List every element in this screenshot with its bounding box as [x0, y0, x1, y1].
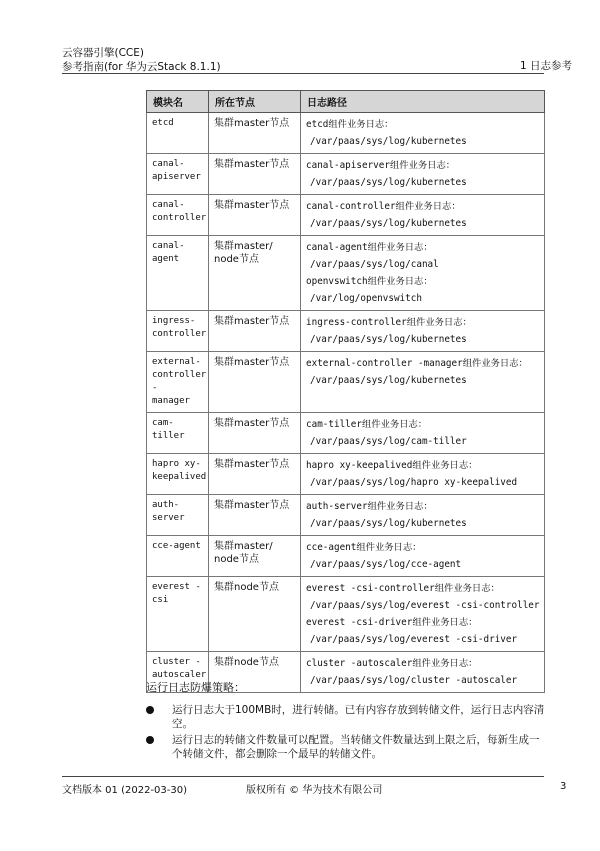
- node-cell: 集群master节点: [209, 352, 301, 413]
- table-row: [147, 536, 545, 577]
- log-path-cell: [301, 652, 545, 693]
- log-path-cell: [301, 577, 545, 652]
- log-path-label: external-controller -manager组件业务日志：: [306, 358, 528, 369]
- table-row: [147, 311, 545, 352]
- footer-page-number: 3: [560, 781, 567, 792]
- log-path-label: canal-apiserver组件业务日志：: [306, 160, 456, 171]
- log-path-label: hapro xy-keepalived组件业务日志：: [306, 460, 478, 471]
- log-path-label: cam-tiller组件业务日志：: [306, 419, 428, 430]
- log-path-label: openvswitch组件业务日志：: [306, 276, 433, 287]
- bullet-dot: [146, 736, 154, 744]
- footer-copyright: 版权所有 © 华为技术有限公司: [246, 785, 383, 796]
- log-path: /var/paas/sys/log/kubernetes: [310, 177, 467, 188]
- log-path-cell: [301, 113, 545, 154]
- module-name-cell: [147, 195, 209, 236]
- log-path-table: [146, 90, 545, 693]
- node-cell: 集群master节点: [209, 413, 301, 454]
- list-item: [146, 703, 546, 731]
- module-name-cell: [147, 154, 209, 195]
- node-cell: 集群master节点: [209, 495, 301, 536]
- header-rule: [62, 73, 544, 74]
- module-name-cell: [147, 352, 209, 413]
- log-path-label: everest -csi-controller组件业务日志：: [306, 583, 500, 594]
- table-row: [147, 236, 545, 311]
- table-row: [147, 413, 545, 454]
- node-cell: 集群node节点: [209, 652, 301, 693]
- node-cell: 集群node节点: [209, 577, 301, 652]
- log-path-cell: [301, 236, 545, 311]
- node-cell: 集群master/ node节点: [209, 536, 301, 577]
- bullet-text: 运行日志大于100MB时，进行转储。已有内容存放到转储文件，运行日志内容清空。: [172, 704, 545, 730]
- table-row: [147, 195, 545, 236]
- log-path: /var/paas/sys/log/cluster -autoscaler: [310, 675, 518, 686]
- module-name: hapro xy- keepalived: [152, 459, 207, 482]
- log-path-label: auth-server组件业务日志：: [306, 501, 433, 512]
- module-name: auth- server: [152, 500, 185, 523]
- log-path-label: everest -csi-driver组件业务日志：: [306, 617, 478, 628]
- table-row: [147, 154, 545, 195]
- footer-version: 文档版本 01 (2022-03-30): [62, 785, 187, 796]
- log-path: /var/log/openvswitch: [310, 293, 422, 304]
- module-name: external- controller - manager: [152, 357, 207, 406]
- table-row: [147, 577, 545, 652]
- log-path: /var/paas/sys/log/everest -csi-driver: [310, 634, 518, 645]
- module-name-cell: [147, 113, 209, 154]
- log-path-cell: [301, 413, 545, 454]
- log-path-cell: [301, 311, 545, 352]
- table-row: [147, 352, 545, 413]
- bullet-text: 运行日志的转储文件数量可以配置。当转储文件数量达到上限之后，每新生成一个转储文件，都会删除一个最早的转储文件。: [172, 734, 540, 760]
- log-path-label: canal-controller组件业务日志：: [306, 201, 461, 212]
- log-path: /var/paas/sys/log/everest -csi-controller: [310, 600, 540, 611]
- node-cell: 集群master节点: [209, 195, 301, 236]
- log-path: /var/paas/sys/log/kubernetes: [310, 136, 467, 147]
- log-path: /var/paas/sys/log/cam-tiller: [310, 436, 467, 447]
- log-path-cell: [301, 454, 545, 495]
- table-row: [147, 495, 545, 536]
- log-path: /var/paas/sys/log/kubernetes: [310, 218, 467, 229]
- log-path-label: cce-agent组件业务日志：: [306, 542, 422, 553]
- node-cell: 集群master节点: [209, 311, 301, 352]
- log-path-label: etcd组件业务日志：: [306, 119, 394, 130]
- module-name: etcd: [152, 118, 174, 128]
- log-path: /var/paas/sys/log/kubernetes: [310, 375, 467, 386]
- log-path-cell: [301, 536, 545, 577]
- table-body: [147, 113, 545, 693]
- module-name-cell: [147, 536, 209, 577]
- log-path-cell: [301, 195, 545, 236]
- module-name: canal- apiserver: [152, 159, 201, 182]
- module-name: canal- controller: [152, 200, 207, 223]
- log-path: /var/paas/sys/log/cce-agent: [310, 559, 462, 570]
- log-path: /var/paas/sys/log/canal: [310, 259, 439, 270]
- module-name: ingress- controller: [152, 316, 207, 339]
- table-row: [147, 113, 545, 154]
- module-name-cell: [147, 495, 209, 536]
- module-name-cell: [147, 413, 209, 454]
- log-path: /var/paas/sys/log/hapro xy-keepalived: [310, 477, 518, 488]
- table-row: [147, 454, 545, 495]
- log-path: /var/paas/sys/log/kubernetes: [310, 518, 467, 529]
- log-path-label: canal-agent组件业务日志：: [306, 242, 433, 253]
- node-cell: 集群master节点: [209, 113, 301, 154]
- module-name: canal- agent: [152, 241, 185, 264]
- module-name: cce-agent: [152, 541, 201, 551]
- module-name-cell: [147, 311, 209, 352]
- log-path-cell: [301, 495, 545, 536]
- column-header-node: 所在节点: [209, 91, 301, 113]
- module-name: cam-tiller: [152, 418, 185, 441]
- module-name: everest -csi: [152, 582, 201, 605]
- header-section: 1 日志参考: [519, 60, 572, 72]
- node-cell: 集群master/ node节点: [209, 236, 301, 311]
- header-product: 云容器引擎(CCE): [62, 47, 144, 59]
- log-path-label: cluster -autoscaler组件业务日志：: [306, 658, 478, 669]
- log-path-cell: [301, 352, 545, 413]
- module-name-cell: [147, 236, 209, 311]
- list-item: [146, 733, 546, 761]
- column-header-path: 日志路径: [301, 91, 545, 113]
- log-path-label: ingress-controller组件业务日志：: [306, 317, 472, 328]
- module-name-cell: [147, 577, 209, 652]
- node-cell: 集群master节点: [209, 454, 301, 495]
- log-path: /var/paas/sys/log/kubernetes: [310, 334, 467, 345]
- header-guide: 参考指南(for 华为云Stack 8.1.1): [62, 61, 221, 73]
- module-name-cell: [147, 454, 209, 495]
- strategy-title: 运行日志防爆策略：: [146, 681, 245, 694]
- module-name: cluster - autoscaler: [152, 657, 207, 680]
- bullet-dot: [146, 706, 154, 714]
- table-header-row: [147, 91, 545, 113]
- node-cell: 集群master节点: [209, 154, 301, 195]
- footer-rule: [62, 776, 544, 777]
- log-path-cell: [301, 154, 545, 195]
- column-header-module: 模块名: [147, 91, 209, 113]
